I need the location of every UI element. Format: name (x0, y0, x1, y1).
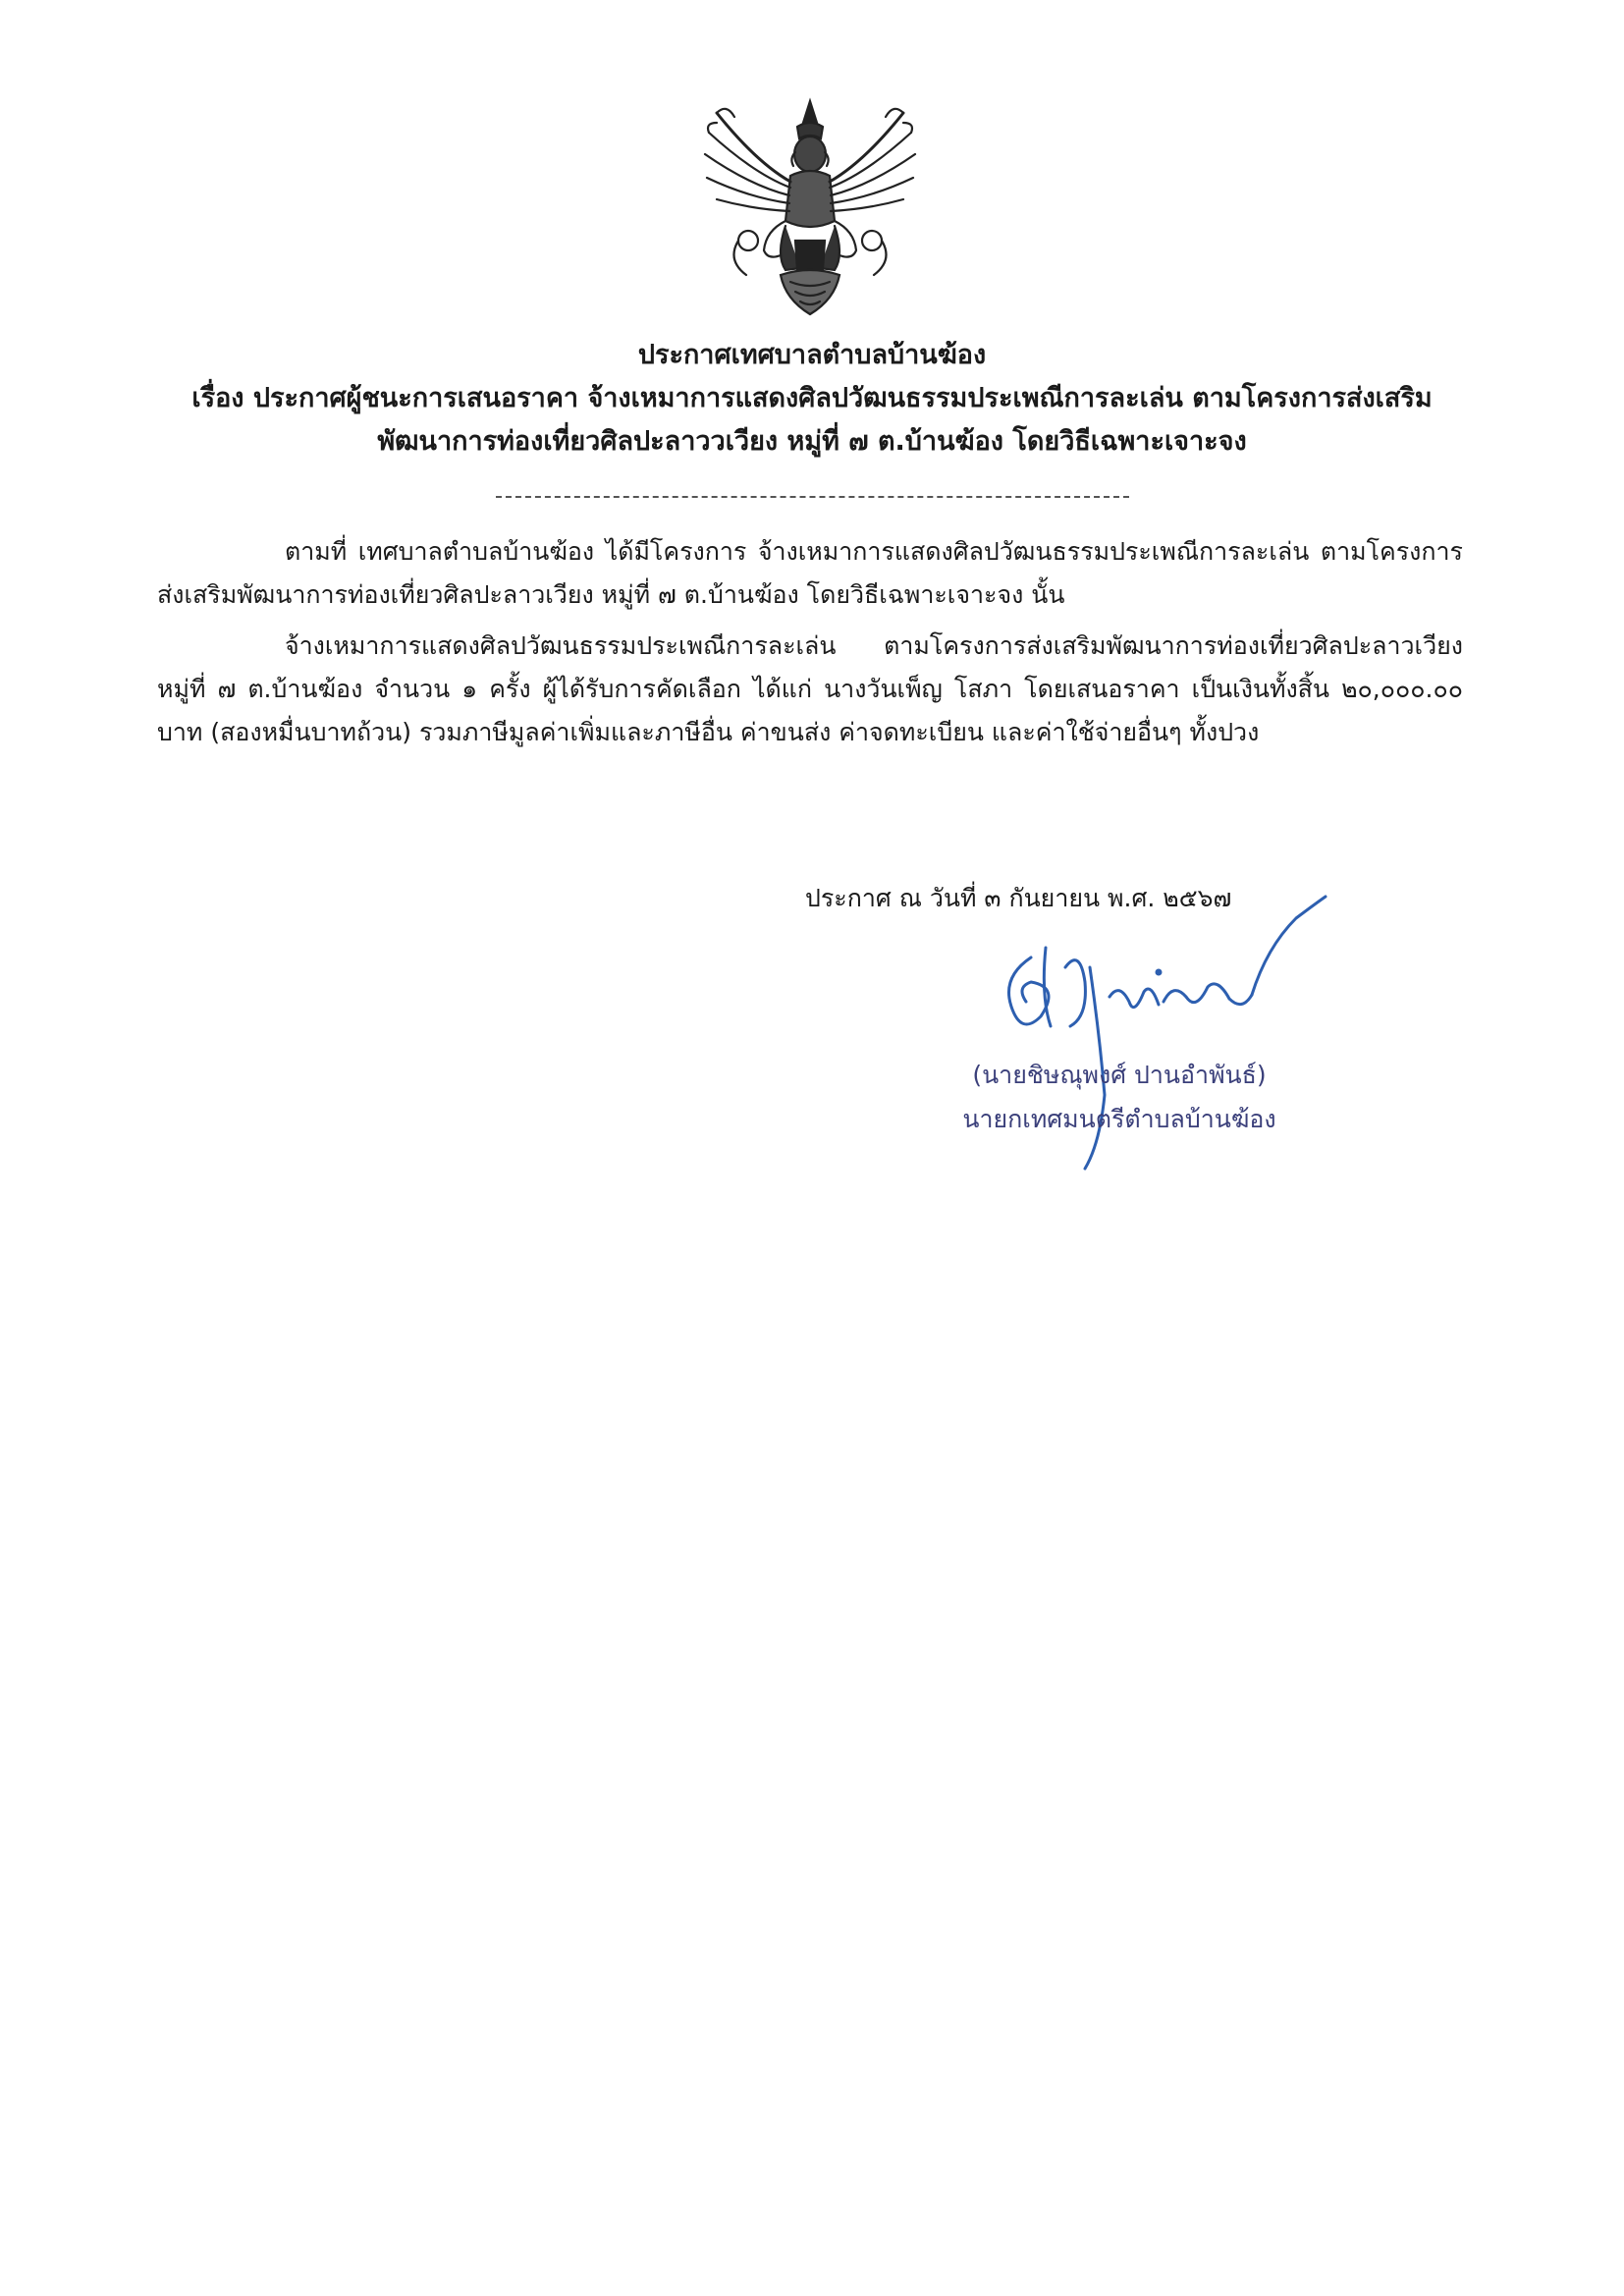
subject-line-2: พัฒนาการท่องเที่ยวศิลปะลาววเวียง หมู่ที่ ๗ ต.บ้านฆ้อง โดยวิธีเฉพาะเจาะจง (377, 426, 1247, 457)
signer-name: (นายชิษณุพงศ์ ปานอำพันธ์) (972, 1061, 1267, 1089)
header (118, 334, 1506, 464)
paragraph-1: ตามที่ เทศบาลตำบลบ้านฆ้อง ได้มีโครงการ จ้างเหมาการแสดงศิลปวัฒนธรรมประเพณีการละเล่น ตามโครงการส่งเสริมพัฒนาการท่องเที่ยวศิลปะลาวเวียง หมู่ที่ ๗ ต.บ้านฆ้อง โดยวิธีเฉพาะเจาะจง นั้น (157, 537, 1463, 609)
handwritten-signature (972, 889, 1424, 1183)
subject-line-1: เรื่อง ประกาศผู้ชนะการเสนอราคา จ้างเหมาการแสดงศิลปวัฒนธรรมประเพณีการละเล่น ตามโครงการส่งเสริม (191, 383, 1433, 413)
paragraph-2: จ้างเหมาการแสดงศิลปวัฒนธรรมประเพณีการละเล่น ตามโครงการส่งเสริมพัฒนาการท่องเที่ยวศิลปะลาวเวียง หมู่ที่ ๗ ต.บ้านฆ้อง จำนวน ๑ ครั้ง ผู้ได้รับการคัดเลือก ได้แก่ นางวันเพ็ญ โสภา โดยเสนอราคา เป็นเงินทั้งสิ้น ๒๐,๐๐๐.๐๐ บาท (สองหมื่นบาทถ้วน) รวมภาษีมูลค่าเพิ่มและภาษีอื่น ค่าขนส่ง ค่าจดทะเบียน และค่าใช้จ่ายอื่นๆ ทั้งปวง (157, 631, 1463, 746)
divider (496, 496, 1129, 498)
garuda-emblem-icon (687, 93, 933, 329)
document-body (157, 530, 1463, 754)
signer-title: นายกเทศมนตรีตำบลบ้านฆ้อง (962, 1105, 1276, 1133)
org-title: ประกาศเทศบาลตำบลบ้านฆ้อง (637, 340, 987, 370)
announce-date: ประกาศ ณ วันที่ ๓ กันยายน พ.ศ. ๒๕๖๗ (805, 884, 1232, 912)
